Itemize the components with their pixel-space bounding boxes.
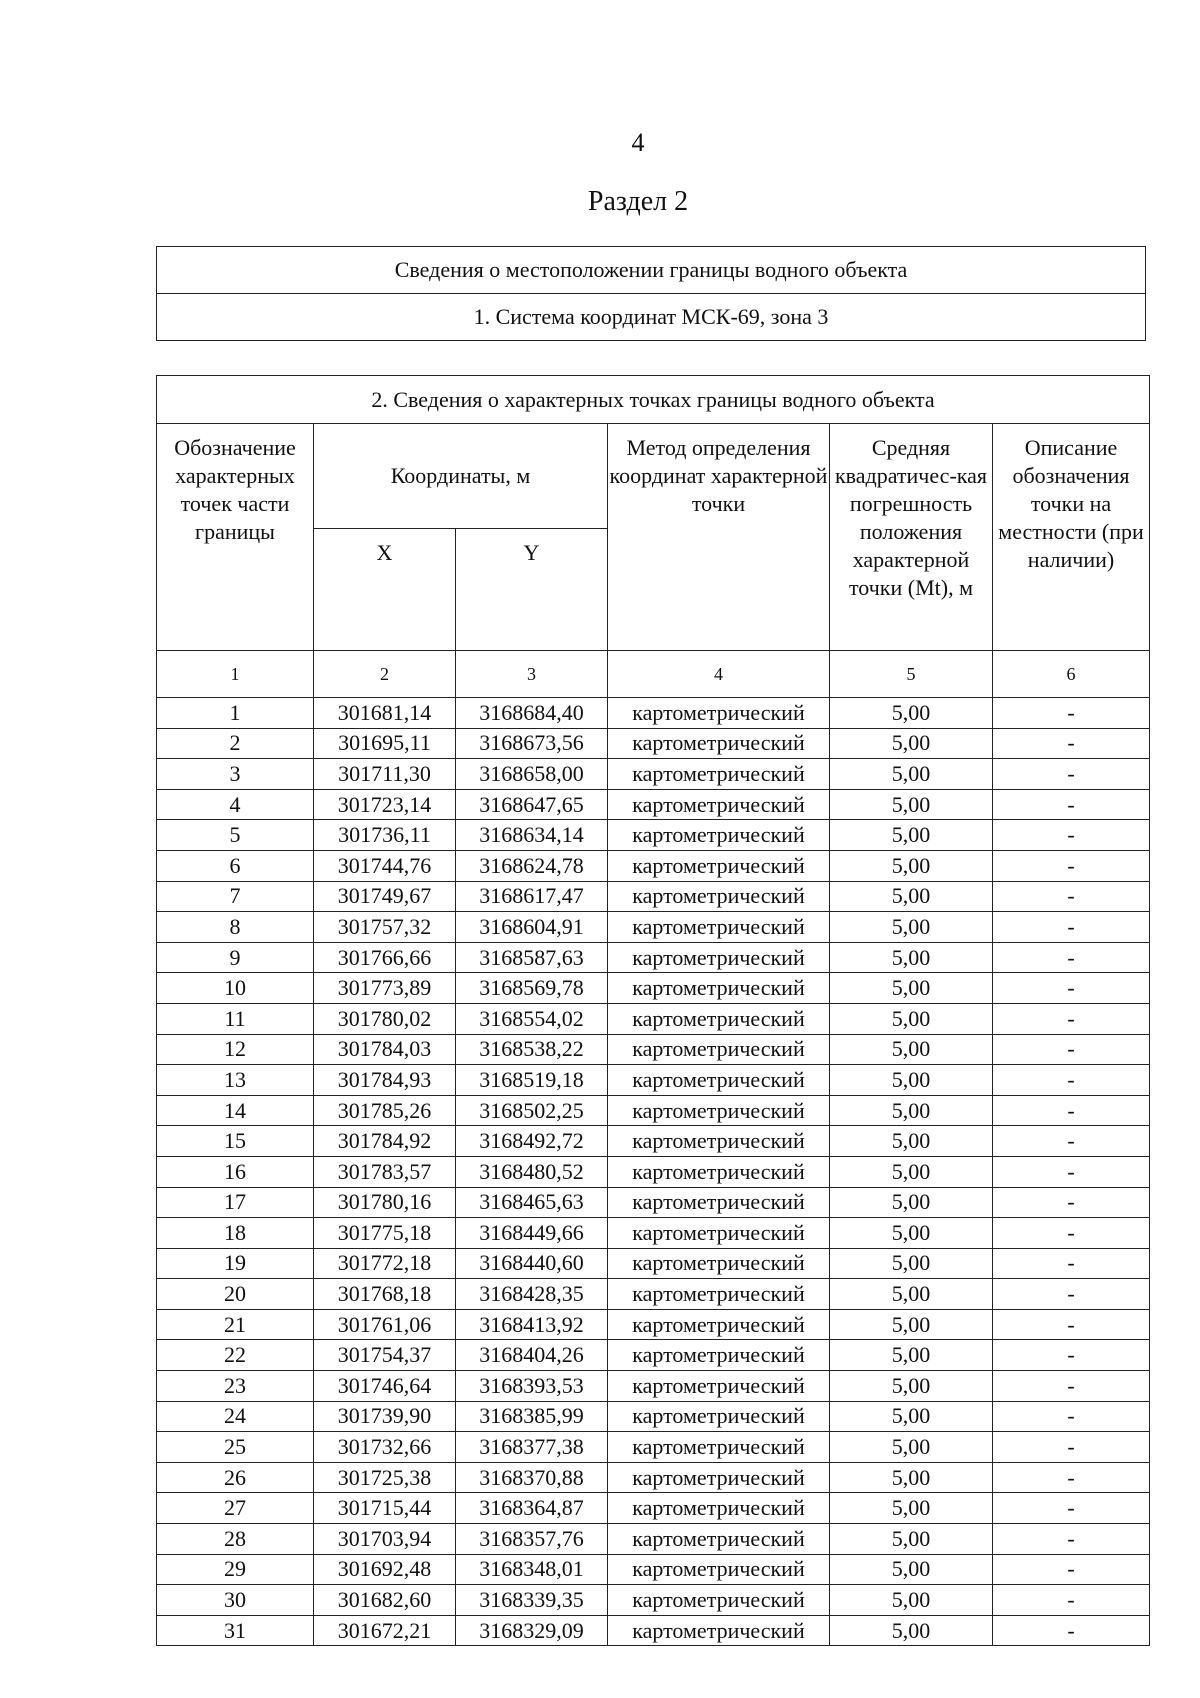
point-number-cell: 9 (157, 942, 314, 973)
description-cell: - (993, 820, 1150, 851)
mt-value-cell: 5,00 (830, 1524, 993, 1555)
mt-value-cell: 5,00 (830, 881, 993, 912)
mt-value-cell: 5,00 (830, 942, 993, 973)
method-cell: картометрический (608, 1034, 830, 1065)
point-number-cell: 27 (157, 1493, 314, 1524)
coord-y-cell: 3168385,99 (456, 1401, 608, 1432)
coord-x-cell: 301783,57 (314, 1156, 456, 1187)
description-cell: - (993, 1248, 1150, 1279)
column-number: 1 (157, 651, 314, 698)
mt-value-cell: 5,00 (830, 1340, 993, 1371)
point-number-cell: 25 (157, 1432, 314, 1463)
table-row (157, 881, 1150, 912)
description-cell: - (993, 1585, 1150, 1616)
page-number: 4 (631, 128, 645, 157)
coord-y-cell: 3168404,26 (456, 1340, 608, 1371)
table-row (157, 973, 1150, 1004)
method-cell: картометрический (608, 1585, 830, 1616)
coord-y-cell: 3168413,92 (456, 1309, 608, 1340)
method-cell: картометрический (608, 1615, 830, 1646)
point-number-cell: 16 (157, 1156, 314, 1187)
table-row (157, 1615, 1150, 1646)
table-row (157, 1340, 1150, 1371)
point-number-cell: 24 (157, 1401, 314, 1432)
table-row (157, 1554, 1150, 1585)
point-number-cell: 29 (157, 1554, 314, 1585)
coord-y-cell: 3168377,38 (456, 1432, 608, 1463)
mt-value-cell: 5,00 (830, 1462, 993, 1493)
description-cell: - (993, 1156, 1150, 1187)
coord-x-cell: 301725,38 (314, 1462, 456, 1493)
coord-x-cell: 301711,30 (314, 759, 456, 790)
table-row (157, 1034, 1150, 1065)
description-cell: - (993, 698, 1150, 729)
column-number: 3 (456, 651, 608, 698)
coord-x-cell: 301739,90 (314, 1401, 456, 1432)
coord-x-cell: 301761,06 (314, 1309, 456, 1340)
mt-value-cell: 5,00 (830, 1034, 993, 1065)
table-row (157, 1493, 1150, 1524)
description-cell: - (993, 1615, 1150, 1646)
coord-y-cell: 3168465,63 (456, 1187, 608, 1218)
coord-y-cell: 3168604,91 (456, 912, 608, 943)
column-numbers-row (157, 651, 1150, 698)
coord-y-cell: 3168647,65 (456, 789, 608, 820)
point-number-cell: 2 (157, 728, 314, 759)
points-table (156, 375, 1150, 1646)
method-cell: картометрический (608, 1462, 830, 1493)
coord-y-cell: 3168348,01 (456, 1554, 608, 1585)
point-number-cell: 5 (157, 820, 314, 851)
table-row (157, 1432, 1150, 1463)
point-number-cell: 8 (157, 912, 314, 943)
method-cell: картометрический (608, 912, 830, 943)
point-number-cell: 4 (157, 789, 314, 820)
coord-x-cell: 301757,32 (314, 912, 456, 943)
description-cell: - (993, 1218, 1150, 1249)
coord-x-cell: 301784,03 (314, 1034, 456, 1065)
method-cell: картометрический (608, 820, 830, 851)
coord-y-cell: 3168587,63 (456, 942, 608, 973)
description-cell: - (993, 912, 1150, 943)
description-cell: - (993, 1432, 1150, 1463)
method-cell: картометрический (608, 1432, 830, 1463)
mt-value-cell: 5,00 (830, 1279, 993, 1310)
mt-value-cell: 5,00 (830, 1095, 993, 1126)
coord-y-cell: 3168569,78 (456, 973, 608, 1004)
mt-value-cell: 5,00 (830, 1309, 993, 1340)
description-cell: - (993, 1401, 1150, 1432)
description-cell: - (993, 973, 1150, 1004)
coord-x-cell: 301784,92 (314, 1126, 456, 1157)
mt-value-cell: 5,00 (830, 728, 993, 759)
point-number-cell: 13 (157, 1065, 314, 1096)
mt-value-cell: 5,00 (830, 1585, 993, 1616)
description-cell: - (993, 942, 1150, 973)
method-cell: картометрический (608, 1524, 830, 1555)
method-cell: картометрический (608, 881, 830, 912)
coord-x-cell: 301736,11 (314, 820, 456, 851)
coord-x-cell: 301744,76 (314, 850, 456, 881)
location-info-title: Сведения о местоположении границы водного объекта (157, 247, 1146, 294)
table-row (157, 820, 1150, 851)
mt-value-cell: 5,00 (830, 1003, 993, 1034)
mt-value-cell: 5,00 (830, 1126, 993, 1157)
table-row (157, 1524, 1150, 1555)
method-cell: картометрический (608, 759, 830, 790)
column-number: 2 (314, 651, 456, 698)
method-cell: картометрический (608, 728, 830, 759)
point-number-cell: 10 (157, 973, 314, 1004)
table-row (157, 1279, 1150, 1310)
header-description: Описание обозначения точки на местности (при наличии) (993, 424, 1150, 651)
description-cell: - (993, 1309, 1150, 1340)
method-cell: картометрический (608, 1156, 830, 1187)
points-table-caption: 2. Сведения о характерных точках границы водного объекта (157, 376, 1150, 424)
coord-y-cell: 3168519,18 (456, 1065, 608, 1096)
location-info-table (156, 246, 1146, 341)
method-cell: картометрический (608, 1554, 830, 1585)
description-cell: - (993, 1340, 1150, 1371)
point-number-cell: 20 (157, 1279, 314, 1310)
table-row (157, 1371, 1150, 1402)
header-coords: Координаты, м (314, 424, 608, 529)
coord-y-cell: 3168617,47 (456, 881, 608, 912)
mt-value-cell: 5,00 (830, 698, 993, 729)
method-cell: картометрический (608, 789, 830, 820)
point-number-cell: 21 (157, 1309, 314, 1340)
mt-value-cell: 5,00 (830, 759, 993, 790)
coord-x-cell: 301785,26 (314, 1095, 456, 1126)
header-y: Y (456, 529, 608, 651)
table-row (157, 1065, 1150, 1096)
method-cell: картометрический (608, 1371, 830, 1402)
mt-value-cell: 5,00 (830, 912, 993, 943)
coord-x-cell: 301749,67 (314, 881, 456, 912)
table-row (157, 789, 1150, 820)
mt-value-cell: 5,00 (830, 973, 993, 1004)
coord-y-cell: 3168554,02 (456, 1003, 608, 1034)
method-cell: картометрический (608, 1065, 830, 1096)
coord-y-cell: 3168658,00 (456, 759, 608, 790)
point-number-cell: 22 (157, 1340, 314, 1371)
table-row (157, 1462, 1150, 1493)
point-number-cell: 15 (157, 1126, 314, 1157)
description-cell: - (993, 759, 1150, 790)
coord-x-cell: 301780,02 (314, 1003, 456, 1034)
header-point: Обозначение характерных точек части границы (157, 424, 314, 651)
description-cell: - (993, 1095, 1150, 1126)
method-cell: картометрический (608, 1218, 830, 1249)
table-row (157, 1095, 1150, 1126)
table-row (157, 942, 1150, 973)
coord-y-cell: 3168449,66 (456, 1218, 608, 1249)
table-row (157, 912, 1150, 943)
coord-y-cell: 3168502,25 (456, 1095, 608, 1126)
column-number: 6 (993, 651, 1150, 698)
column-number: 4 (608, 651, 830, 698)
coord-x-cell: 301672,21 (314, 1615, 456, 1646)
description-cell: - (993, 1003, 1150, 1034)
table-row (157, 728, 1150, 759)
section-title: Раздел 2 (587, 186, 689, 217)
mt-value-cell: 5,00 (830, 820, 993, 851)
description-cell: - (993, 1493, 1150, 1524)
mt-value-cell: 5,00 (830, 1615, 993, 1646)
coord-x-cell: 301723,14 (314, 789, 456, 820)
table-row (157, 1126, 1150, 1157)
description-cell: - (993, 881, 1150, 912)
coord-y-cell: 3168370,88 (456, 1462, 608, 1493)
mt-value-cell: 5,00 (830, 1218, 993, 1249)
mt-value-cell: 5,00 (830, 850, 993, 881)
point-number-cell: 6 (157, 850, 314, 881)
table-row (157, 850, 1150, 881)
mt-value-cell: 5,00 (830, 1248, 993, 1279)
mt-value-cell: 5,00 (830, 1432, 993, 1463)
mt-value-cell: 5,00 (830, 1493, 993, 1524)
coord-y-cell: 3168673,56 (456, 728, 608, 759)
description-cell: - (993, 1187, 1150, 1218)
coord-x-cell: 301746,64 (314, 1371, 456, 1402)
table-row (157, 1003, 1150, 1034)
table-row (157, 1156, 1150, 1187)
point-number-cell: 7 (157, 881, 314, 912)
table-row (157, 1585, 1150, 1616)
table-row (157, 1401, 1150, 1432)
mt-value-cell: 5,00 (830, 1401, 993, 1432)
column-number: 5 (830, 651, 993, 698)
method-cell: картометрический (608, 1279, 830, 1310)
description-cell: - (993, 1462, 1150, 1493)
method-cell: картометрический (608, 1095, 830, 1126)
coord-x-cell: 301754,37 (314, 1340, 456, 1371)
coord-y-cell: 3168480,52 (456, 1156, 608, 1187)
description-cell: - (993, 1126, 1150, 1157)
point-number-cell: 3 (157, 759, 314, 790)
description-cell: - (993, 1371, 1150, 1402)
coord-y-cell: 3168339,35 (456, 1585, 608, 1616)
point-number-cell: 17 (157, 1187, 314, 1218)
description-cell: - (993, 1554, 1150, 1585)
coord-x-cell: 301780,16 (314, 1187, 456, 1218)
method-cell: картометрический (608, 1493, 830, 1524)
point-number-cell: 19 (157, 1248, 314, 1279)
mt-value-cell: 5,00 (830, 1371, 993, 1402)
method-cell: картометрический (608, 1401, 830, 1432)
coord-x-cell: 301715,44 (314, 1493, 456, 1524)
table-row (157, 1309, 1150, 1340)
method-cell: картометрический (608, 973, 830, 1004)
point-number-cell: 11 (157, 1003, 314, 1034)
point-number-cell: 12 (157, 1034, 314, 1065)
point-number-cell: 28 (157, 1524, 314, 1555)
coordinate-system: 1. Система координат МСК-69, зона 3 (157, 294, 1146, 341)
mt-value-cell: 5,00 (830, 1554, 993, 1585)
coord-y-cell: 3168357,76 (456, 1524, 608, 1555)
method-cell: картометрический (608, 850, 830, 881)
table-row (157, 1248, 1150, 1279)
coord-y-cell: 3168364,87 (456, 1493, 608, 1524)
coord-x-cell: 301766,66 (314, 942, 456, 973)
mt-value-cell: 5,00 (830, 1156, 993, 1187)
point-number-cell: 31 (157, 1615, 314, 1646)
coord-x-cell: 301732,66 (314, 1432, 456, 1463)
description-cell: - (993, 1279, 1150, 1310)
method-cell: картометрический (608, 1003, 830, 1034)
coord-x-cell: 301682,60 (314, 1585, 456, 1616)
mt-value-cell: 5,00 (830, 1187, 993, 1218)
method-cell: картометрический (608, 1248, 830, 1279)
method-cell: картометрический (608, 1187, 830, 1218)
coord-x-cell: 301692,48 (314, 1554, 456, 1585)
points-table-body (157, 698, 1150, 1646)
point-number-cell: 23 (157, 1371, 314, 1402)
description-cell: - (993, 1034, 1150, 1065)
point-number-cell: 30 (157, 1585, 314, 1616)
coord-y-cell: 3168329,09 (456, 1615, 608, 1646)
description-cell: - (993, 789, 1150, 820)
coord-x-cell: 301775,18 (314, 1218, 456, 1249)
coord-x-cell: 301703,94 (314, 1524, 456, 1555)
table-row (157, 1187, 1150, 1218)
mt-value-cell: 5,00 (830, 789, 993, 820)
method-cell: картометрический (608, 1126, 830, 1157)
coord-y-cell: 3168428,35 (456, 1279, 608, 1310)
description-cell: - (993, 1065, 1150, 1096)
point-number-cell: 1 (157, 698, 314, 729)
coord-y-cell: 3168538,22 (456, 1034, 608, 1065)
point-number-cell: 18 (157, 1218, 314, 1249)
method-cell: картометрический (608, 698, 830, 729)
mt-value-cell: 5,00 (830, 1065, 993, 1096)
coord-y-cell: 3168634,14 (456, 820, 608, 851)
header-method: Метод определения координат характерной точки (608, 424, 830, 651)
coord-x-cell: 301768,18 (314, 1279, 456, 1310)
coord-y-cell: 3168440,60 (456, 1248, 608, 1279)
method-cell: картометрический (608, 1309, 830, 1340)
coord-x-cell: 301695,11 (314, 728, 456, 759)
table-row (157, 1218, 1150, 1249)
description-cell: - (993, 850, 1150, 881)
method-cell: картометрический (608, 942, 830, 973)
coord-x-cell: 301772,18 (314, 1248, 456, 1279)
description-cell: - (993, 728, 1150, 759)
coord-x-cell: 301773,89 (314, 973, 456, 1004)
description-cell: - (993, 1524, 1150, 1555)
coord-y-cell: 3168684,40 (456, 698, 608, 729)
point-number-cell: 26 (157, 1462, 314, 1493)
table-row (157, 759, 1150, 790)
coord-y-cell: 3168492,72 (456, 1126, 608, 1157)
method-cell: картометрический (608, 1340, 830, 1371)
header-x: X (314, 529, 456, 651)
coord-y-cell: 3168624,78 (456, 850, 608, 881)
table-row (157, 698, 1150, 729)
coord-x-cell: 301784,93 (314, 1065, 456, 1096)
header-error: Средняя квадратичес-кая погрешность положения характерной точки (Mt), м (830, 424, 993, 651)
coord-x-cell: 301681,14 (314, 698, 456, 729)
coord-y-cell: 3168393,53 (456, 1371, 608, 1402)
point-number-cell: 14 (157, 1095, 314, 1126)
